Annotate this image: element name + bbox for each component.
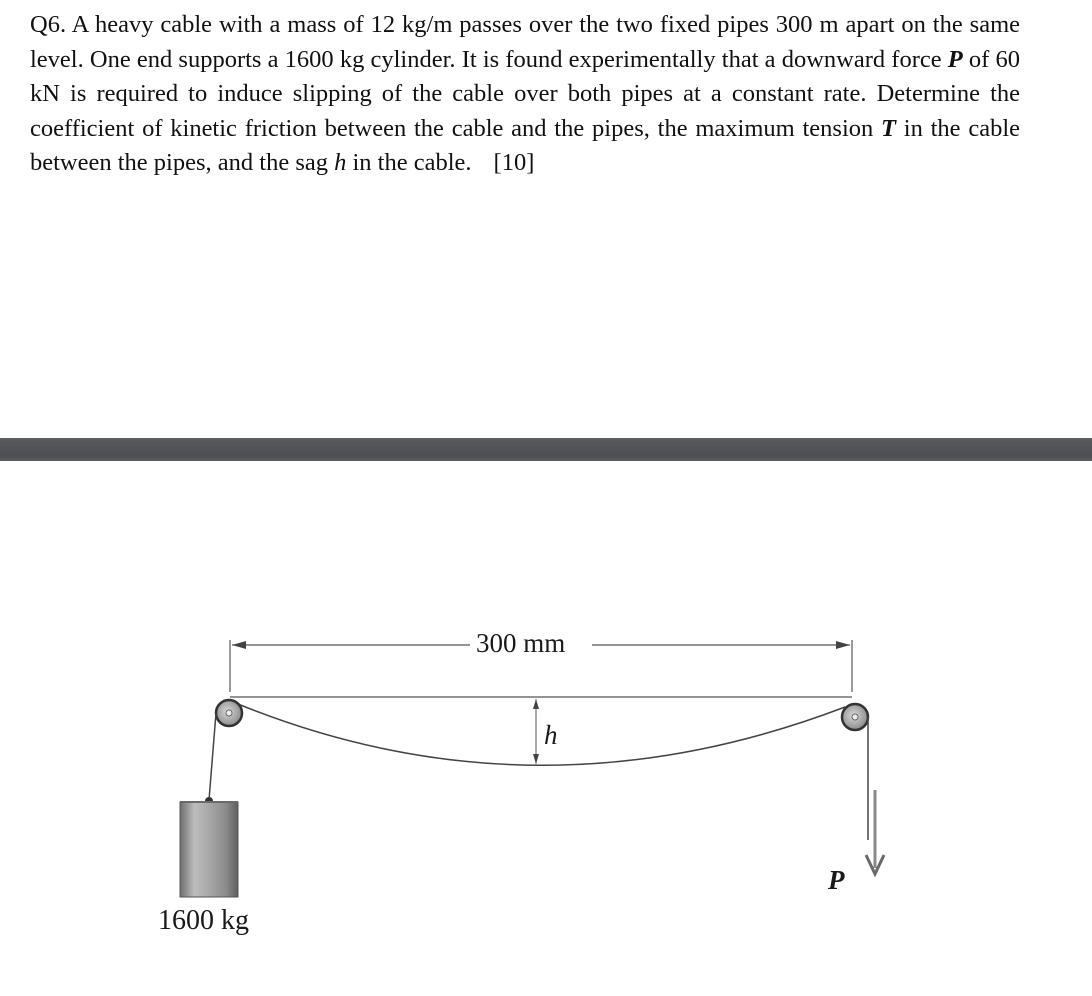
question-text-part3: in the cable between the pipes, and the sag xyxy=(30,114,1021,176)
mass-label: 1600 kg xyxy=(158,905,249,936)
var-p: P xyxy=(947,45,963,73)
cable-left-vertical xyxy=(209,713,216,800)
question-text-part1: A heavy cable with a mass of 12 kg/m passes over the two fixed pipes 300 m apart on the same level. One end supports a 1600 kg cylinder. It is found experimentally that a downward force xyxy=(30,11,1020,73)
question-paragraph xyxy=(30,8,1020,181)
sag-arrow-down xyxy=(533,754,539,764)
cable-figure xyxy=(0,600,1092,996)
var-h: h xyxy=(334,149,347,176)
marks-label: [10] xyxy=(493,149,535,176)
question-number: Q6. xyxy=(30,11,67,38)
right-pipe-center xyxy=(852,714,858,720)
question-text-part4: in the cable. xyxy=(352,149,472,176)
span-label: 300 mm xyxy=(476,628,566,658)
divider-bar xyxy=(0,438,1092,461)
force-label: P xyxy=(828,865,845,895)
left-pipe-center xyxy=(226,710,232,716)
cable xyxy=(238,704,845,765)
cylinder xyxy=(180,802,238,897)
question-text xyxy=(30,8,1020,181)
question-text-part2: of 60 kN is required to induce slipping of the cable over both pipes at a constant rate. Determine the coefficient of kinetic friction between the cable and the pipes, the maximum tension xyxy=(30,45,1020,142)
sag-arrow-up xyxy=(533,699,539,709)
dim-arrow-left xyxy=(232,641,246,649)
var-t: T xyxy=(881,114,896,142)
sag-label: h xyxy=(544,720,558,750)
dim-arrow-right xyxy=(836,641,850,649)
